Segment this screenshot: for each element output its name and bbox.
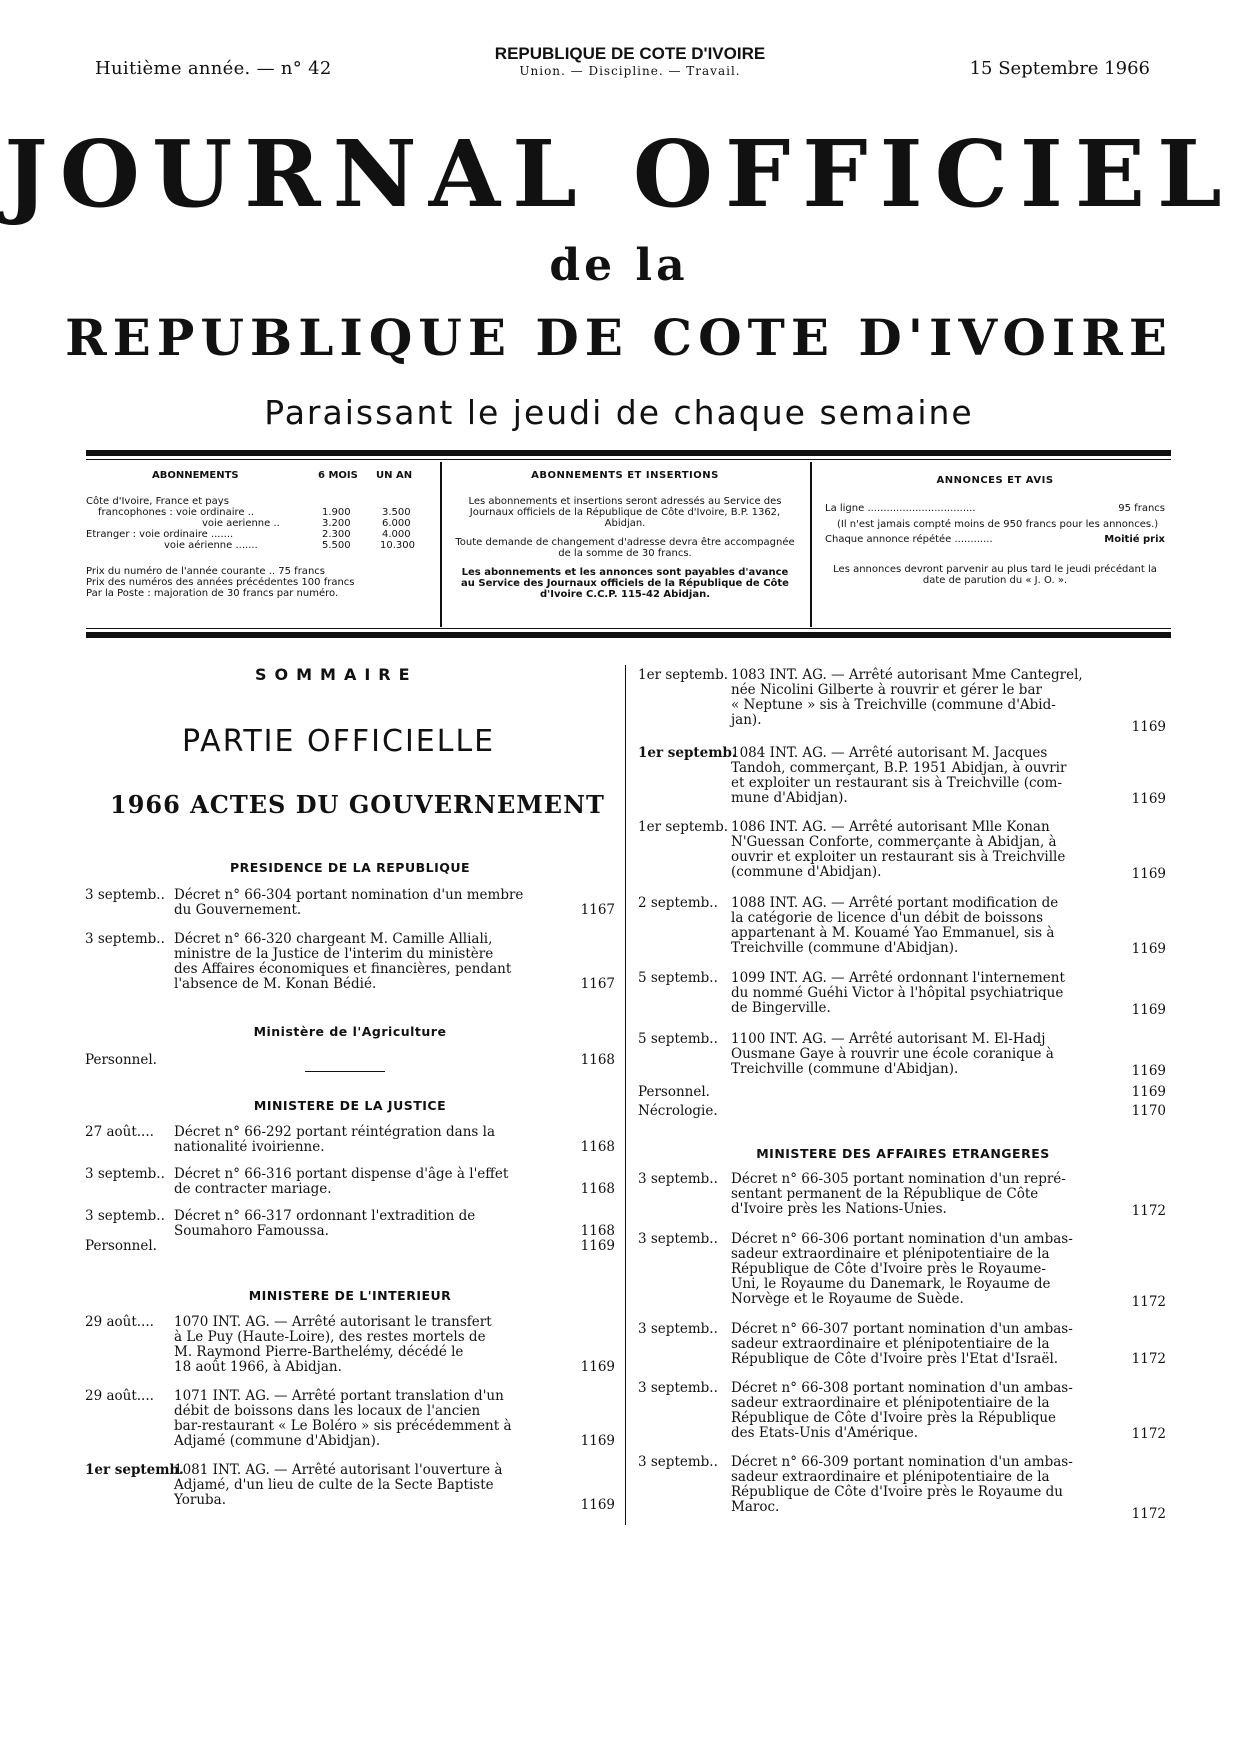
entry-line: Treichville (commune d'Abidjan). [731, 940, 959, 956]
de-la-text: de la [549, 240, 689, 291]
entry-line: 1081 INT. AG. — Arrêté autorisant l'ouverture à [174, 1462, 503, 1478]
entry-line: l'absence de M. Konan Bédié. [174, 976, 377, 992]
entry-page: 1169 [1131, 1063, 1166, 1079]
annonces-heading: ANNONCES ET AVIS [936, 475, 1054, 486]
annonce-repeat-label: Chaque annonce répétée ............ [825, 534, 993, 545]
entry-date: 3 septemb.. [85, 931, 165, 947]
entry-line: Décret n° 66-305 portant nomination d'un repré- [731, 1171, 1066, 1187]
entry-page: 1169 [580, 1238, 615, 1254]
bottom-thin-rule [86, 628, 1171, 629]
entry-personnel: Personnel. [638, 1084, 710, 1100]
entry-date: 5 septemb.. [638, 1031, 718, 1047]
entry-date: 3 septemb.. [85, 1208, 165, 1224]
entry-necrologie: Nécrologie. [638, 1103, 718, 1119]
entry-date: 3 septemb.. [638, 1321, 718, 1337]
entry-page: 1172 [1131, 1294, 1166, 1310]
frequency-text: Paraissant le jeudi de chaque semaine [264, 393, 974, 432]
entry-page: 1170 [1131, 1103, 1166, 1119]
entry-line: 1100 INT. AG. — Arrêté autorisant M. El-Hadj [731, 1031, 1046, 1047]
entry-line: mune d'Abidjan). [731, 790, 848, 806]
toc-entry [638, 1322, 1168, 1370]
entry-page: 1169 [1131, 1084, 1166, 1100]
entry-line: République de Côte d'Ivoire près la République [731, 1410, 1057, 1426]
toc-entry [638, 746, 1168, 808]
section-presidence: PRESIDENCE DE LA REPUBLIQUE [229, 860, 471, 875]
top-thin-rule [86, 459, 1171, 460]
entry-date: 29 août.... [85, 1314, 154, 1330]
toc-entry [638, 1085, 1168, 1101]
entry-date: 3 septemb.. [638, 1171, 718, 1187]
entry-date: 3 septemb.. [638, 1454, 718, 1470]
sub-row-2-label: francophones : voie ordinaire .. [98, 507, 255, 518]
sub-row-3-year: 6.000 [382, 518, 411, 529]
price-line-3: Par la Poste : majoration de 30 francs par numéro. [86, 588, 339, 599]
toc-entry [85, 1209, 615, 1241]
sub-row-3-six: 3.200 [322, 518, 351, 529]
sub-row-1-label: Côte d'Ivoire, France et pays [86, 496, 229, 507]
toc-entry [85, 1167, 615, 1199]
actes-heading: 1966 ACTES DU GOUVERNEMENT [110, 790, 605, 819]
republic-heading [440, 44, 820, 78]
entry-page: 1172 [1131, 1506, 1166, 1522]
entry-page: 1172 [1131, 1426, 1166, 1442]
entry-line: Décret n° 66-292 portant réintégration dans la [174, 1124, 496, 1140]
sub-row-3-label: voie aerienne .. [202, 518, 280, 529]
entry-page: 1169 [580, 1359, 615, 1375]
price-line-1: Prix du numéro de l'année courante .. 75 francs [86, 566, 325, 577]
annonce-line-value: 95 francs [1118, 503, 1165, 514]
six-months-header: 6 MOIS [318, 470, 358, 481]
entry-line: 1086 INT. AG. — Arrêté autorisant Mlle Konan [731, 819, 1050, 835]
entry-page: 1169 [1131, 866, 1166, 882]
entry-line: Décret n° 66-320 chargeant M. Camille Alliali, [174, 931, 493, 947]
toc-entry [638, 1454, 1168, 1522]
entry-date: 1er septemb. [638, 819, 729, 835]
sub-row-5-label: voie aérienne ....... [164, 540, 258, 551]
entry-page: 1169 [580, 1497, 615, 1513]
sub-row-5-six: 5.500 [322, 540, 351, 551]
entry-personnel: Personnel. [85, 1052, 157, 1068]
box-divider-1 [440, 462, 442, 627]
section-justice: MINISTERE DE LA JUSTICE [253, 1098, 447, 1113]
entry-line: Ousmane Gaye à rouvrir une école coranique à [731, 1046, 1054, 1062]
entry-line: débit de boissons dans les locaux de l'ancien [174, 1403, 481, 1419]
entry-line: née Nicolini Gilberte à rouvrir et gérer le bar [731, 682, 1042, 698]
entry-line: 1088 INT. AG. — Arrêté portant modification de [731, 895, 1059, 911]
entry-line: des Etats-Unis d'Amérique. [731, 1425, 918, 1441]
entry-personnel: Personnel. [85, 1238, 157, 1254]
entry-line: bar-restaurant « Le Boléro » sis précédemment à [174, 1418, 512, 1434]
entry-page: 1168 [580, 1181, 615, 1197]
entry-line: Tandoh, commerçant, B.P. 1951 Abidjan, à ouvrir [731, 760, 1067, 776]
toc-entry [638, 971, 1168, 1019]
sub-row-2-year: 3.500 [382, 507, 411, 518]
entry-line: ministre de la Justice de l'interim du ministère [174, 946, 494, 962]
short-rule [305, 1071, 385, 1072]
entry-line: 1084 INT. AG. — Arrêté autorisant M. Jacques [731, 745, 1048, 761]
toc-entry [638, 1381, 1168, 1443]
insertions-box [455, 470, 795, 600]
entry-line: Décret n° 66-308 portant nomination d'un ambas- [731, 1380, 1073, 1396]
entry-line: Norvège et le Royaume de Suède. [731, 1291, 964, 1307]
entry-line: 1071 INT. AG. — Arrêté portant translation d'un [174, 1388, 504, 1404]
section-agriculture: Ministère de l'Agriculture [253, 1024, 447, 1039]
entry-date: 2 septemb.. [638, 895, 718, 911]
toc-entry [85, 1463, 615, 1513]
entry-page: 1169 [1131, 791, 1166, 807]
section-affaires-etrangeres: MINISTERE DES AFFAIRES ETRANGERES [756, 1146, 1050, 1161]
entry-line: de contracter mariage. [174, 1181, 332, 1197]
issue-date: 15 Septembre 1966 [969, 58, 1150, 79]
bottom-rule [86, 632, 1171, 638]
entry-line: d'Ivoire près les Nations-Unies. [731, 1201, 947, 1217]
entry-page: 1169 [1131, 941, 1166, 957]
entry-page: 1168 [580, 1139, 615, 1155]
insertions-p1: Les abonnements et insertions seront adressés au Service des Journaux officiels de la République de Côte d'Ivoire, B.P. 1362, Abidjan. [468, 496, 782, 529]
sub-row-5-year: 10.300 [380, 540, 415, 551]
entry-line: Décret n° 66-316 portant dispense d'âge à l'effet [174, 1166, 509, 1182]
toc-entry [638, 1104, 1168, 1120]
republic-motto: Union. — Discipline. — Travail. [519, 64, 741, 78]
sub-row-4-year: 4.000 [382, 529, 411, 540]
country-title: REPUBLIQUE DE COTE D'IVOIRE [65, 308, 1173, 367]
entry-line: du Gouvernement. [174, 902, 302, 918]
toc-entry [638, 1172, 1168, 1220]
entry-date: 3 septemb.. [638, 1380, 718, 1396]
top-rule [86, 450, 1171, 456]
entry-line: ouvrir et exploiter un restaurant sis à Treichville [731, 849, 1066, 865]
entry-page: 1168 [580, 1223, 615, 1239]
toc-entry [85, 1389, 615, 1451]
entry-line: République de Côte d'Ivoire près l'Etat d'Israël. [731, 1351, 1059, 1367]
entry-line: Uni, le Royaume du Danemark, le Royaume de [731, 1276, 1051, 1292]
annonce-deadline: Les annonces devront parvenir au plus tard le jeudi précédant la date de parution du « J. O. ». [833, 564, 1157, 586]
annonces-box [825, 470, 1165, 586]
column-divider [625, 665, 626, 1525]
entry-line: des Affaires économiques et financières, pendant [174, 961, 512, 977]
entry-line: sadeur extraordinaire et plénipotentiaire de la [731, 1246, 1050, 1262]
entry-line: Treichville (commune d'Abidjan). [731, 1061, 959, 1077]
entry-date: 1er septemb. [638, 745, 737, 761]
entry-date: 5 septemb.. [638, 970, 718, 986]
entry-date: 3 septemb.. [638, 1231, 718, 1247]
entry-line: Soumahoro Famoussa. [174, 1223, 329, 1239]
entry-line: 1099 INT. AG. — Arrêté ordonnant l'internement [731, 970, 1065, 986]
entry-line: République de Côte d'Ivoire près le Royaume- [731, 1261, 1046, 1277]
section-interieur: MINISTERE DE L'INTERIEUR [248, 1288, 452, 1303]
toc-entry [85, 1053, 615, 1069]
entry-page: 1167 [580, 976, 615, 992]
entry-line: 18 août 1966, à Abidjan. [174, 1359, 342, 1375]
toc-entry [85, 1239, 615, 1255]
entry-line: Décret n° 66-306 portant nomination d'un ambas- [731, 1231, 1073, 1247]
toc-entry [85, 888, 615, 920]
republic-name: REPUBLIQUE DE COTE D'IVOIRE [494, 44, 766, 63]
entry-line: à Le Puy (Haute-Loire), des restes mortels de [174, 1329, 486, 1345]
toc-entry [638, 1032, 1168, 1080]
annonce-line-label: La ligne .................................. [825, 503, 976, 514]
entry-date: 3 septemb.. [85, 1166, 165, 1182]
entry-line: Adjamé (commune d'Abidjan). [174, 1433, 381, 1449]
entry-page: 1169 [580, 1433, 615, 1449]
entry-line: Adjamé, d'un lieu de culte de la Secte Baptiste [174, 1477, 494, 1493]
sub-row-4-label: Etranger : voie ordinaire ....... [86, 529, 234, 540]
entry-page: 1167 [580, 902, 615, 918]
entry-date: 27 août.... [85, 1124, 154, 1140]
insertions-heading: ABONNEMENTS ET INSERTIONS [531, 470, 719, 481]
entry-line: sadeur extraordinaire et plénipotentiaire de la [731, 1395, 1050, 1411]
entry-line: République de Côte d'Ivoire près le Royaume du [731, 1484, 1063, 1500]
entry-line: jan). [731, 712, 762, 728]
entry-line: N'Guessan Conforte, commerçante à Abidjan, à [731, 834, 1057, 850]
toc-entry [85, 1125, 615, 1157]
entry-date: 29 août.... [85, 1388, 154, 1404]
toc-entry [85, 932, 615, 994]
entry-page: 1168 [580, 1052, 615, 1068]
entry-line: Yoruba. [174, 1492, 226, 1508]
entry-line: Décret n° 66-309 portant nomination d'un ambas- [731, 1454, 1073, 1470]
toc-entry [85, 1315, 615, 1377]
insertions-p3: Les abonnements et les annonces sont payables d'avance au Service des Journaux officiels de la République de Côte d'Ivoire C.C.P. 115-42 Abidjan. [461, 567, 789, 600]
entry-page: 1172 [1131, 1351, 1166, 1367]
entry-line: de Bingerville. [731, 1000, 831, 1016]
entry-line: sadeur extraordinaire et plénipotentiaire de la [731, 1336, 1050, 1352]
entry-line: 1083 INT. AG. — Arrêté autorisant Mme Cantegrel, [731, 667, 1083, 683]
entry-line: (commune d'Abidjan). [731, 864, 882, 880]
entry-line: Décret n° 66-317 ordonnant l'extradition de [174, 1208, 476, 1224]
entry-line: la catégorie de licence d'un débit de boissons [731, 910, 1044, 926]
insertions-p2: Toute demande de changement d'adresse devra être accompagnée de la somme de 30 francs. [455, 537, 795, 559]
entry-line: M. Raymond Pierre-Barthelémy, décédé le [174, 1344, 464, 1360]
entry-line: « Neptune » sis à Treichville (commune d'Abid- [731, 697, 1056, 713]
price-line-2: Prix des numéros des années précédentes 100 francs [86, 577, 355, 588]
partie-officielle: PARTIE OFFICIELLE [182, 724, 496, 759]
edition-number: Huitième année. — n° 42 [95, 58, 332, 79]
entry-line: sentant permanent de la République de Côte [731, 1186, 1039, 1202]
entry-date: 1er septemb. [85, 1462, 184, 1478]
toc-entry [638, 667, 1168, 735]
entry-line: nationalité ivoirienne. [174, 1139, 325, 1155]
entry-page: 1172 [1131, 1203, 1166, 1219]
entry-page: 1169 [1131, 719, 1166, 735]
sommaire-title: SOMMAIRE [255, 665, 418, 684]
entry-line: appartenant à M. Kouamé Yao Emmanuel, sis à [731, 925, 1055, 941]
entry-date: 3 septemb.. [85, 887, 165, 903]
entry-line: 1070 INT. AG. — Arrêté autorisant le transfert [174, 1314, 492, 1330]
box-divider-2 [810, 462, 812, 627]
subscriptions-heading: ABONNEMENTS [152, 470, 239, 481]
entry-line: Décret n° 66-307 portant nomination d'un ambas- [731, 1321, 1073, 1337]
sub-row-4-six: 2.300 [322, 529, 351, 540]
sub-row-2-six: 1.900 [322, 507, 351, 518]
journal-title: JOURNAL OFFICIEL [4, 120, 1234, 228]
entry-line: du nommé Guéhi Victor à l'hôpital psychiatrique [731, 985, 1064, 1001]
annonce-repeat-value: Moitié prix [1104, 534, 1165, 545]
one-year-header: UN AN [376, 470, 413, 481]
toc-entry [638, 820, 1168, 882]
subscriptions-box [86, 470, 426, 599]
annonce-minimum: (Il n'est jamais compté moins de 950 francs pour les annonces.) [837, 519, 1159, 530]
entry-page: 1169 [1131, 1002, 1166, 1018]
entry-line: sadeur extraordinaire et plénipotentiaire de la [731, 1469, 1050, 1485]
entry-line: Décret n° 66-304 portant nomination d'un membre [174, 887, 524, 903]
toc-entry [638, 1232, 1168, 1310]
entry-line: Maroc. [731, 1499, 780, 1515]
toc-entry [638, 896, 1168, 958]
entry-date: 1er septemb. [638, 667, 729, 683]
entry-line: et exploiter un restaurant sis à Treichville (com- [731, 775, 1063, 791]
